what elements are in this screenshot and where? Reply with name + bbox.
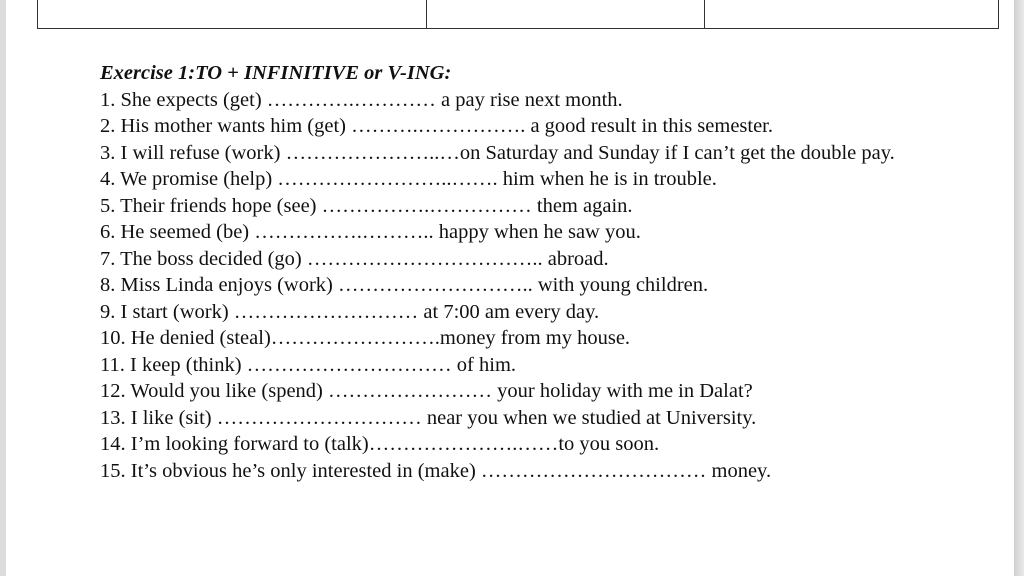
header-table-cell xyxy=(705,0,998,28)
exercise-item-9: 9. I start (work) ……………………… at 7:00 am every day. xyxy=(100,300,600,323)
exercise-item-14: 14. I’m looking forward to (talk)………………….……to you soon. xyxy=(100,433,660,455)
header-table xyxy=(37,0,999,29)
exercise-item-5: 5. Their friends hope (see) …………….…………… them again. xyxy=(100,194,633,217)
exercise-item-8: 8. Miss Linda enjoys (work) ……………………….. with young children. xyxy=(100,274,709,296)
exercise-item-11: 11. I keep (think) ………………………… of him. xyxy=(100,353,517,376)
exercise-item-1: 1. She expects (get) ………….………… a pay rise next month. xyxy=(100,88,623,111)
exercise-item-10: 10. He denied (steal)…………………….money from my house. xyxy=(100,327,631,349)
exercise-item-6: 6. He seemed (be) …………….……….. happy when he saw you. xyxy=(100,221,641,243)
exercise-item-3: 3. I will refuse (work) …………………..…on Saturday and Sunday if I can’t get the double pay. xyxy=(100,141,895,164)
document-page xyxy=(6,0,1014,576)
window-right-edge xyxy=(1014,0,1024,576)
exercise-title: Exercise 1:TO + INFINITIVE or V-ING: xyxy=(100,62,452,84)
exercise-block xyxy=(100,60,950,484)
header-table-cell xyxy=(427,0,705,28)
exercise-item-13: 13. I like (sit) ………………………… near you when we studied at University. xyxy=(100,406,757,429)
header-table-cell xyxy=(38,0,427,28)
exercise-item-7: 7. The boss decided (go) …………………………….. abroad. xyxy=(100,247,609,270)
exercise-item-2: 2. His mother wants him (get) ……….……………. a good result in this semester. xyxy=(100,115,774,137)
exercise-item-4: 4. We promise (help) ……………………..……. him when he is in trouble. xyxy=(100,168,717,190)
exercise-item-15: 15. It’s obvious he’s only interested in (make) …………………………… money. xyxy=(100,459,772,482)
exercise-item-12: 12. Would you like (spend) …………………… your holiday with me in Dalat? xyxy=(100,380,753,402)
